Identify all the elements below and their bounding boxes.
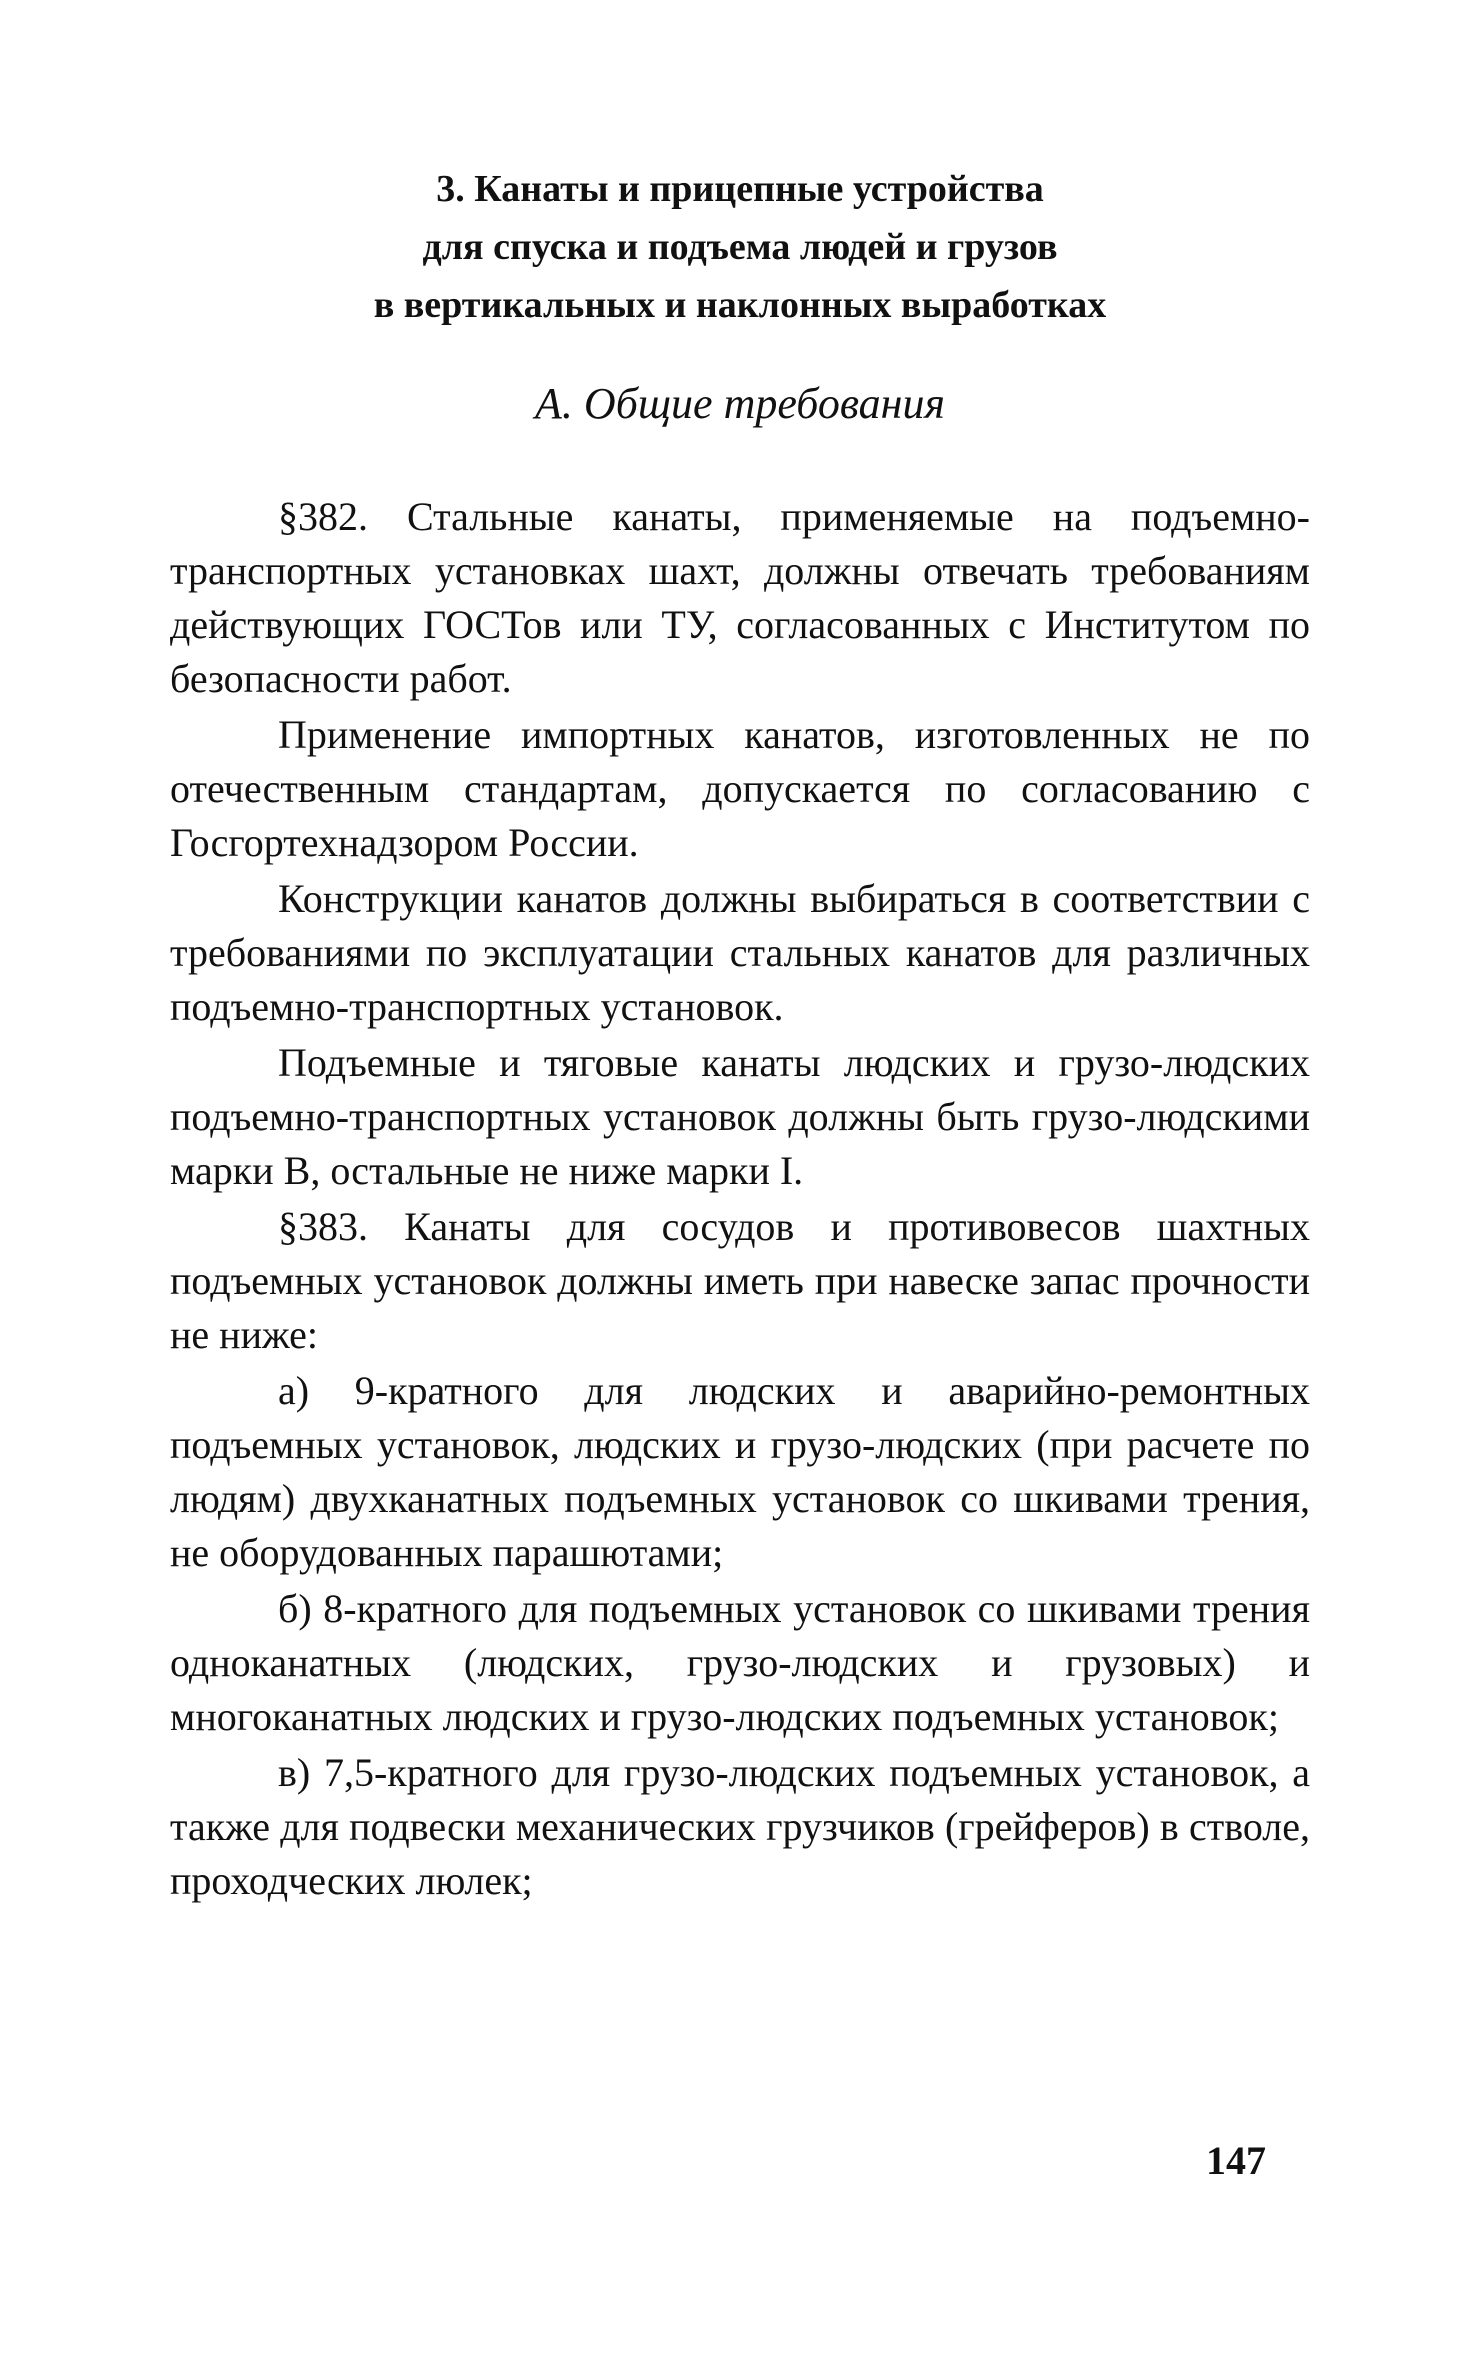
- paragraph-rope-construction: Конструкции канатов должны выбираться в соответствии с требованиями по эксплуатации стальных канатов для различных подъемно-транспортных установок.: [170, 876, 1310, 1029]
- paragraph-import-ropes: Применение импортных канатов, изготовленных не по отечественным стандартам, допускается по согласованию с Госгортехнадзором России.: [170, 712, 1310, 865]
- paragraph-382: §382. Стальные канаты, применяемые на подъемно-транспортных установках шахт, должны отвечать требованиям действующих ГОСТов или ТУ, согласованных с Институтом по безопасности работ.: [170, 494, 1310, 701]
- list-item-v: в) 7,5-кратного для грузо-людских подъемных установок, а также для подвески механических грузчиков (грейферов) в стволе, проходческих люлек;: [170, 1750, 1310, 1903]
- section-heading-line: 3. Канаты и прицепные устройства: [436, 168, 1044, 210]
- document-page: [170, 160, 1310, 1910]
- section-heading-line: в вертикальных и наклонных выработках: [373, 284, 1107, 326]
- paragraph-383: §383. Канаты для сосудов и противовесов шахтных подъемных установок должны иметь при навеске запас прочности не ниже:: [170, 1204, 1310, 1357]
- subsection-heading: А. Общие требования: [535, 379, 945, 428]
- paragraph-hoisting-ropes: Подъемные и тяговые канаты людских и грузо-людских подъемно-транспортных установок должны быть грузо-людскими марки В, остальные не ниже марки I.: [170, 1040, 1310, 1193]
- list-item-b: б) 8-кратного для подъемных установок со шкивами трения одноканатных (людских, грузо-людских и грузовых) и многоканатных людских и грузо-людских подъемных установок;: [170, 1586, 1310, 1739]
- section-heading-line: для спуска и подъема людей и грузов: [422, 226, 1058, 268]
- section-heading: [170, 160, 1310, 334]
- list-item-a: а) 9-кратного для людских и аварийно-ремонтных подъемных установок, людских и грузо-людских (при расчете по людям) двухканатных подъемных установок со шкивами трения, не оборудованных парашютами;: [170, 1368, 1310, 1575]
- page-number: 147: [1206, 2138, 1266, 2183]
